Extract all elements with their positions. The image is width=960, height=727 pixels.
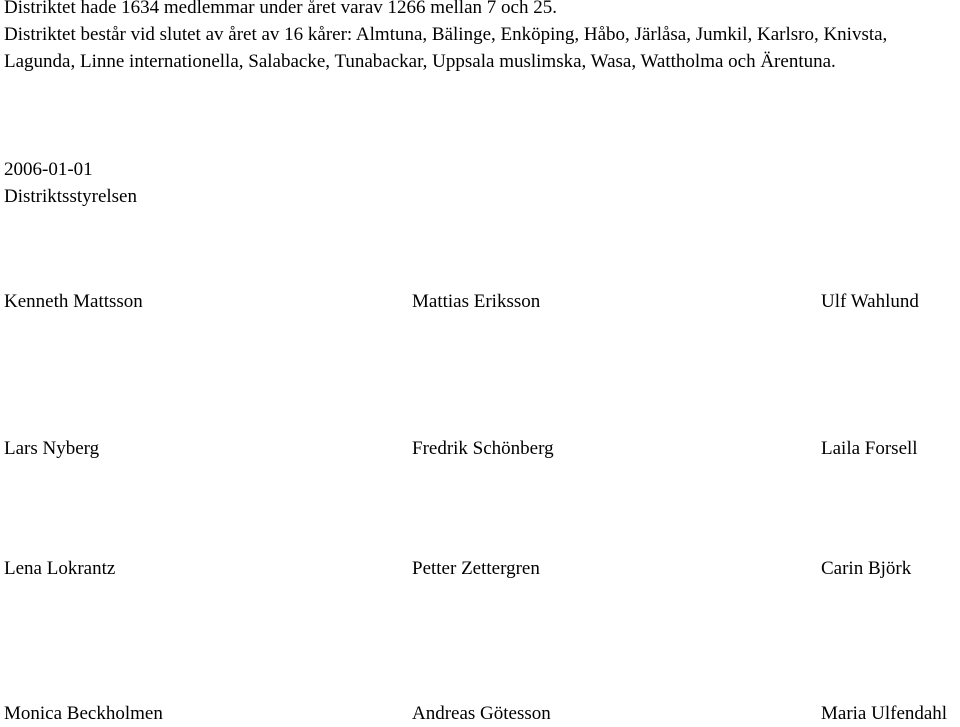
signature-name: Laila Forsell <box>821 438 918 459</box>
date-block <box>4 156 137 210</box>
troops-paragraph: Distriktet består vid slutet av året av 16 kårer: Almtuna, Bälinge, Enköping, Håbo, Järlåsa, Jumkil, Karlsro, Knivsta, Lagunda, Linne internationella, Salabacke, Tunabackar, Uppsala muslimska, Wasa, Wattholma och Ärentuna. <box>4 24 888 72</box>
board-title: Distriktsstyrelsen <box>4 186 137 207</box>
document-date: 2006-01-01 <box>4 159 93 180</box>
member-count-line: Distriktet hade 1634 medlemmar under året varav 1266 mellan 7 och 25. <box>4 0 557 18</box>
signature-name: Petter Zettergren <box>412 558 540 579</box>
signature-name: Monica Beckholmen <box>4 703 163 724</box>
signature-name: Mattias Eriksson <box>412 291 541 312</box>
signature-name: Lars Nyberg <box>4 438 100 459</box>
signature-row <box>0 288 960 315</box>
signature-row <box>0 435 960 462</box>
signature-name: Maria Ulfendahl <box>821 703 948 724</box>
intro-text <box>4 0 956 75</box>
signature-name: Lena Lokrantz <box>4 558 116 579</box>
signature-name: Carin Björk <box>821 558 912 579</box>
signature-name: Ulf Wahlund <box>821 291 919 312</box>
signature-name: Andreas Götesson <box>412 703 551 724</box>
signature-row <box>0 555 960 582</box>
signature-name: Fredrik Schönberg <box>412 438 554 459</box>
signature-name: Kenneth Mattsson <box>4 291 143 312</box>
